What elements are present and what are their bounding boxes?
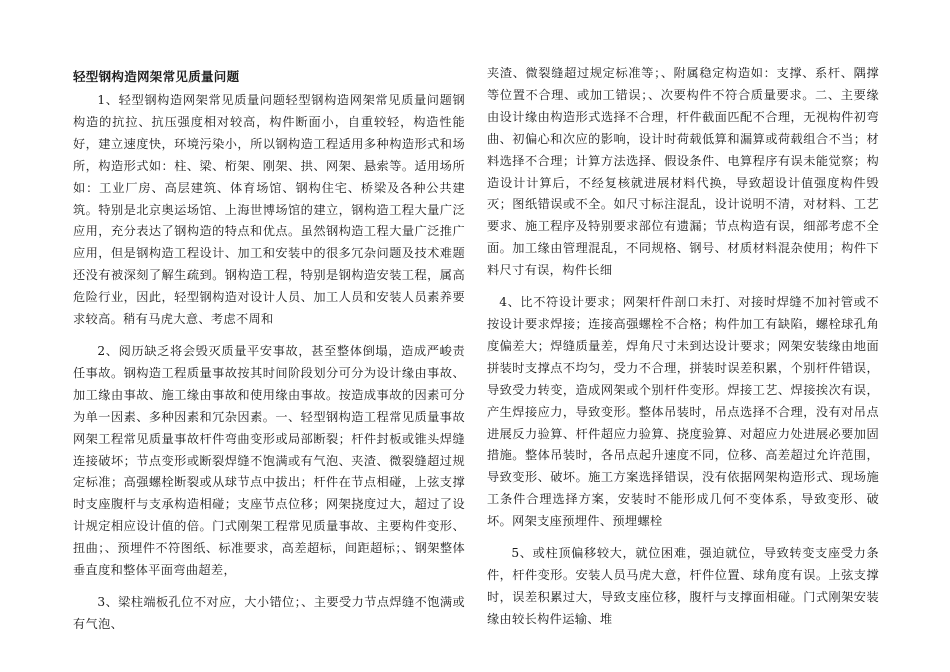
paragraph-2: 2、阅历缺乏将会毁灭质量平安事故，甚至整体倒塌，造成严峻责任事故。钢构造工程质量事故按其时间阶段划分可分为设计缘由事故、加工缘由事故、施工缘由事故和使用缘由事故。按造成事故的因素可分为单一因素、多种因素和冗杂因素。一、轻型钢构造工程常见质量事故网架工程常见质量事故杆件弯曲变形或局部断裂；杆件封板或锥头焊缝连接破坏；节点变形或断裂焊缝不饱满或有气泡、夹渣、微裂缝超过规定标准；高强螺栓断裂或从球节点中拔出；杆件在节点相碰，上弦支撑时支座腹杆与支承构造相碰；支座节点位移；网架挠度过大，超过了设计规定相应设计值的倍。门式刚架工程常见质量事故、主要构件变形、扭曲；、预埋件不符图纸、标准要求，高差超标，间距超标；、钢架整体垂直度和整体平面弯曲超差，: [73, 343, 465, 578]
left-column: [73, 66, 465, 646]
paragraph-4: 4、比不符设计要求；网架杆件剖口未打、对接时焊缝不加衬管或不按设计要求焊接；连接高强螺栓不合格；构件加工有缺陷，螺栓球孔角度偏差大；焊缝质量差，焊角尺寸未到达设计要求；网架安装缘由地面拼装时支撑点不均匀，受力不合理，拼装时误差积累，个别杆件错误，导致受力转变，造成网架或个别杆件变形。焊接工艺、焊接挨次有误，产生焊接应力，导致变形。整体吊装时，吊点选择不合理，没有对吊点进展反力验算、杆件超应力验算、挠度验算、对超应力处进展必要加固措施。整体吊装时，各吊点起升速度不同，位移、高差超过允许范围，导致变形、破坏。施工方案选择错误，没有依据网架构造形式、现场施工条件合理选择方案，安装时不能形成几何不变体系，导致变形、破坏。网架支座预埋件、预埋螺栓: [487, 295, 879, 529]
paragraph-3-continued: 夹渣、微裂缝超过规定标准等；、附属稳定构造如：支撑、系杆、隅撑等位置不合理、或加工错误；、次要构件不符合质量要求。二、主要缘由设计缘由构造形式选择不合理，杆件截面匹配不合理，无视构件初弯曲、初偏心和次应的影响，设计时荷载低算和漏算或荷载组合不当；材料选择不合理；计算方法选择、假设条件、电算程序有误未能觉察；构造设计计算后，不经复核就进展材料代换，导致超设计值强度构件毁灭；图纸错误或不全。如尺寸标注混乱，设计说明不清，对材料、工艺要求、施工程序及特别要求部位有遗漏；节点构造有误，细部考虑不全面。加工缘由管理混乱，不同规格、钢号、材质材料混杂使用；构件下料尺寸有误，构件长细: [487, 66, 879, 278]
document-title: 轻型钢构造网架常见质量问题: [73, 69, 240, 84]
paragraph-5: 5、或柱顶偏移较大，就位困难，强迫就位，导致转变支座受力条件，杆件变形。安装人员马虎大意，杆件位置、球角度有误。上弦支撑时，误差积累过大，导致支座位移，腹杆与支撑面相碰。门式刚架安装缘由较长构件运输、堆: [487, 546, 879, 626]
right-column: [487, 63, 879, 641]
paragraph-3: 3、梁柱端板孔位不对应，大小错位；、主要受力节点焊缝不饱满或有气泡、: [73, 594, 465, 631]
paragraph-1: 1、轻型钢构造网架常见质量问题轻型钢构造网架常见质量问题钢构造的抗拉、抗压强度相对较高，构件断面小，自重较轻，构造性能好，建立速度快，环境污染小，所以钢构造工程适用多种构造形式和场所，构造形式如：柱、梁、桁架、刚架、拱、网架、悬索等。适用场所如：工业厂房、高层建筑、体育场馆、钢构住宅、桥梁及各种公共建筑。特别是北京奥运场馆、上海世博场馆的建立，钢构造工程大量广泛应用，充分表达了钢构造的特点和优点。虽然钢构造工程大量广泛推广应用，但是钢构造工程设计、加工和安装中的很多冗杂问题及技术难题还没有被深刻了解生疏到。钢构造工程，特别是钢构造安装工程，属高危险行业，因此，轻型钢构造对设计人员、加工人员和安装人员素养要求较高。稍有马虎大意、考虑不周和: [73, 93, 465, 327]
